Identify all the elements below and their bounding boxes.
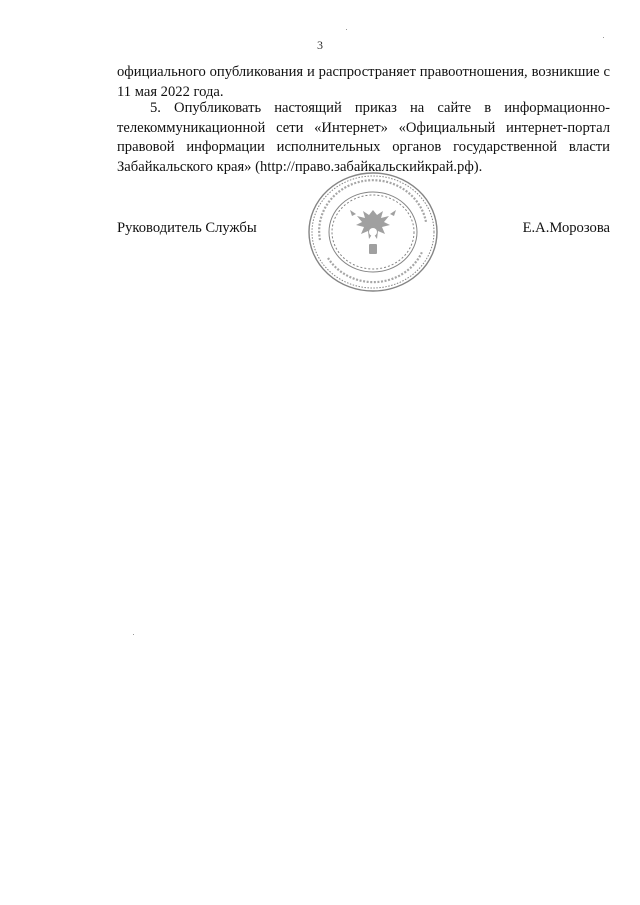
signatory-position: Руководитель Службы <box>117 220 257 236</box>
paragraph-5: 5. Опубликовать настоящий приказ на сайте в информационно-телекоммуникационной сети «Интернет» «Официальный интернет-портал правовой информации исполнительных органов государственной власти Забайкальского края» (http://право.забайкальскийкрай.рф). <box>117 100 610 175</box>
scan-speck <box>133 634 134 635</box>
official-seal-icon <box>306 170 440 294</box>
scan-speck <box>346 29 347 30</box>
page-number: 3 <box>317 38 323 52</box>
scan-speck <box>603 37 604 38</box>
paragraph-continuation: официального опубликования и распространяет правоотношения, возникшие с 11 мая 2022 года. <box>117 64 610 100</box>
signatory-name: Е.А.Морозова <box>522 220 610 236</box>
